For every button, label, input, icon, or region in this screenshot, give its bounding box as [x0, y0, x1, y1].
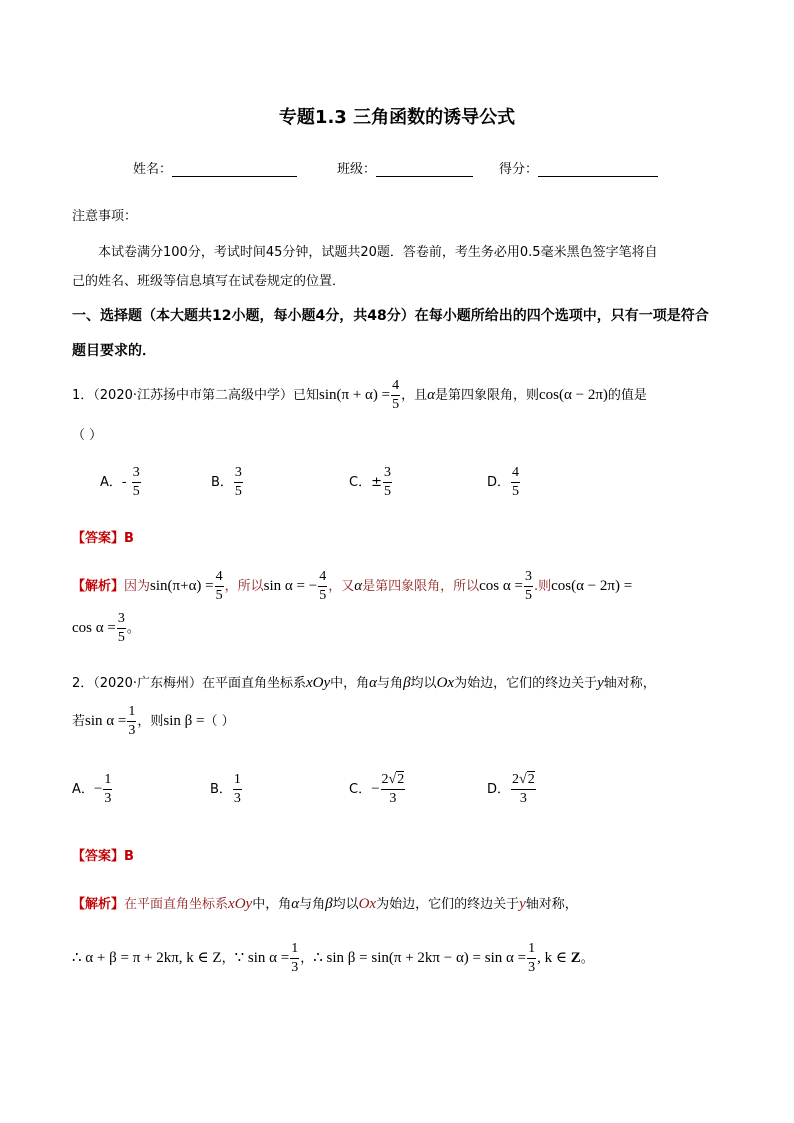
score-blank[interactable]	[538, 162, 658, 177]
score-label: 得分：	[499, 162, 539, 177]
q1-option-c[interactable]: C．± $\frac{3}{5}$	[349, 465, 391, 499]
q2-option-c[interactable]: C．− $\frac{2√2}{3}$	[349, 772, 405, 806]
q2-analysis-line-1: 【解析】在平面直角坐标系xOy中，角α与角β均以Ox为始边，它们的终边关于y轴对称，	[72, 896, 578, 912]
q1-option-b[interactable]: B． $\frac{3}{5}$	[211, 465, 242, 499]
question-1-stem: 1．（2020·江苏扬中市第二高级中学）已知sin(π + α) = $\frac{4}{5}$ ，且α是第四象限角，则cos(α − 2π)的值是	[72, 378, 647, 412]
q1-analysis-line-1: 【解析】因为sin(π+α) = $\frac{4}{5}$ ，所以sin α = − $\frac{4}{5}$ ，又α是第四象限角，所以cos α = $\frac{3}{5}$ .则cos(α − 2π) =	[72, 569, 633, 603]
class-label: 班级：	[337, 162, 377, 177]
name-field	[133, 158, 297, 177]
q1-answer: 【答案】B	[72, 531, 134, 546]
name-label: 姓名：	[133, 162, 173, 177]
section-heading-line-1: 一、选择题（本大题共12小题，每小题4分，共48分）在每小题所给出的四个选项中，只有一项是符合	[72, 308, 709, 324]
question-1-paren: （ ）	[72, 428, 103, 443]
question-2-stem: 2．（2020·广东梅州）在平面直角坐标系xOy中，角α与角β均以Ox为始边，它们的终边关于y轴对称，	[72, 675, 656, 691]
fraction: $\frac{4}{5}$	[392, 378, 400, 412]
notice-heading: 注意事项：	[72, 209, 138, 224]
q2-option-d[interactable]: D． $\frac{2√2}{3}$	[487, 772, 535, 806]
q2-option-b[interactable]: B． $\frac{1}{3}$	[210, 772, 241, 806]
q1-option-a[interactable]: A．- $\frac{3}{5}$	[100, 465, 140, 499]
notice-line-2: 己的姓名、班级等信息填写在试卷规定的位置．	[72, 274, 346, 289]
score-field	[499, 158, 658, 177]
q2-analysis-line-2: ∴ α + β = π + 2kπ, k ∈ Z，∵ sin α = $\frac{1}{3}$ ，∴ sin β = sin(π + 2kπ − α) = sin α = $\frac{1}{3}$ , k ∈ Z。	[72, 941, 594, 975]
q2-option-a[interactable]: A．− $\frac{1}{3}$	[72, 772, 112, 806]
q1-analysis-line-2: cos α = $\frac{3}{5}$ 。	[72, 611, 140, 645]
q1-option-d[interactable]: D． $\frac{4}{5}$	[487, 465, 520, 499]
page-title: 专题1.3 三角函数的诱导公式	[278, 107, 516, 128]
class-field	[337, 158, 473, 177]
q2-answer: 【答案】B	[72, 849, 134, 864]
section-heading-line-2: 题目要求的．	[72, 343, 156, 359]
name-blank[interactable]	[172, 162, 297, 177]
question-2-stem-line-2: 若sin α = $\frac{1}{3}$ ，则sin β =（ ）	[72, 704, 235, 738]
notice-line-1: 本试卷满分100分，考试时间45分钟，试题共20题．答卷前，考生务必用0.5毫米黑色签字笔将自	[98, 245, 658, 260]
class-blank[interactable]	[376, 162, 473, 177]
